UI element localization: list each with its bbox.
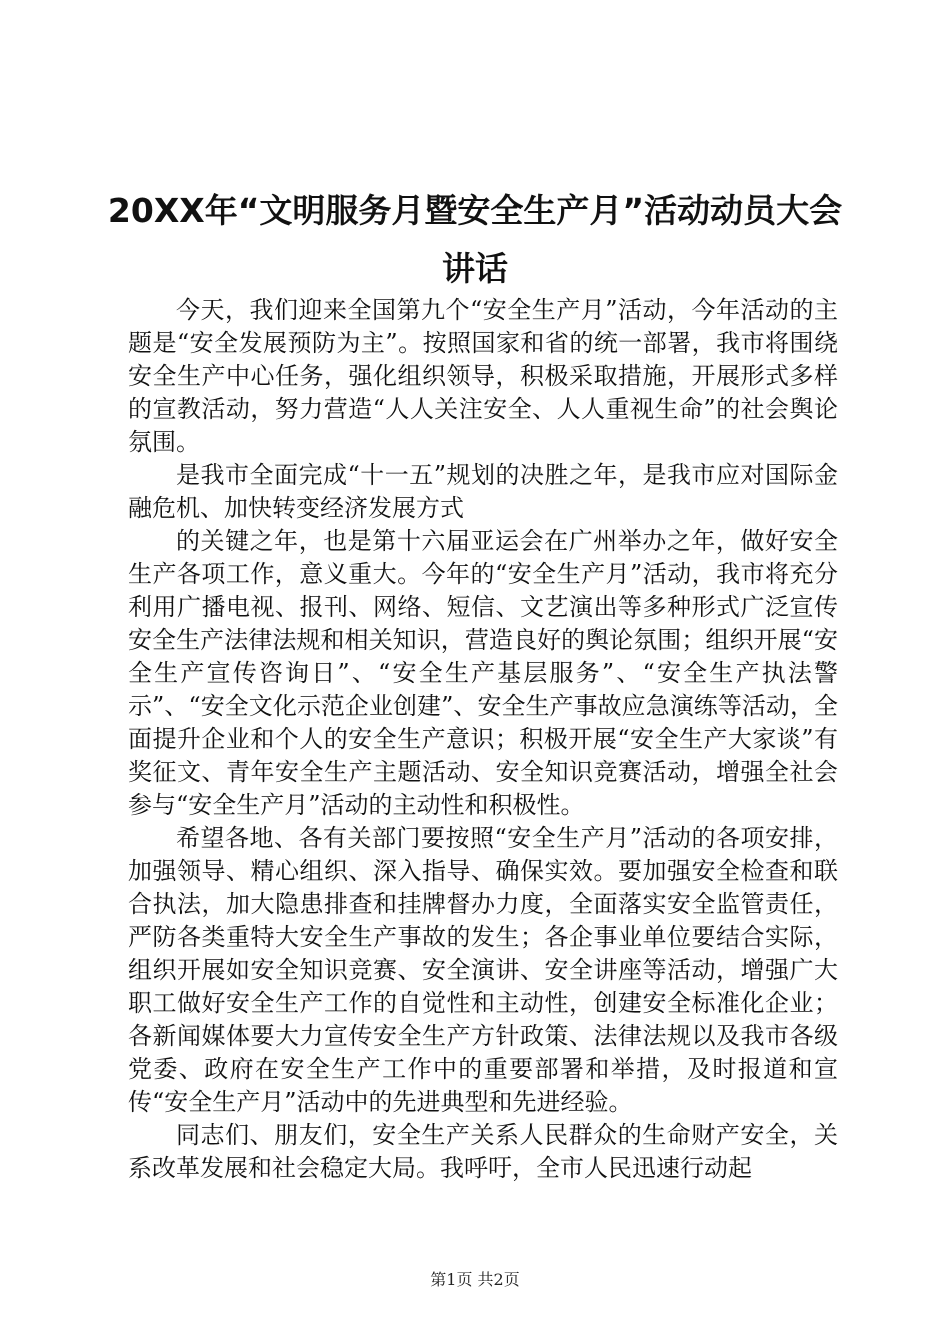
paragraph-5: 同志们、朋友们，安全生产关系人民群众的生命财产安全，关系改革发展和社会稳定大局。我呼吁，全市人民迅速行动起 [128, 1121, 838, 1182]
paragraph-3: 的关键之年，也是第十六届亚运会在广州举办之年，做好安全生产各项工作，意义重大。今年的“安全生产月”活动，我市将充分利用广播电视、报刊、网络、短信、文艺演出等多种形式广泛宣传安全生产法律法规和相关知识，营造良好的舆论氛围；组织开展“安全生产宣传咨询日”、“安全生产基层服务”、“安全生产执法警示”、“安全文化示范企业创建”、安全生产事故应急演练等活动，全面提升企业和个人的安全生产意识；积极开展“安全生产大家谈”有奖征文、青年安全生产主题活动、安全知识竞赛活动，增强全社会参与“安全生产月”活动的主动性和积极性。 [128, 527, 838, 819]
document-body [128, 294, 838, 1185]
paragraph-1: 今天，我们迎来全国第九个“安全生产月”活动，今年活动的主题是“安全发展预防为主”。按照国家和省的统一部署，我市将围绕安全生产中心任务，强化组织领导，积极采取措施，开展形式多样的宣教活动，努力营造“人人关注安全、人人重视生命”的社会舆论氛围。 [128, 296, 838, 456]
paragraph-4: 希望各地、各有关部门要按照“安全生产月”活动的各项安排，加强领导、精心组织、深入指导、确保实效。要加强安全检查和联合执法，加大隐患排查和挂牌督办力度，全面落实安全监管责任，严防各类重特大安全生产事故的发生；各企事业单位要结合实际，组织开展如安全知识竞赛、安全演讲、安全讲座等活动，增强广大职工做好安全生产工作的自觉性和主动性，创建安全标准化企业；各新闻媒体要大力宣传安全生产方针政策、法律法规以及我市各级党委、政府在安全生产工作中的重要部署和举措，及时报道和宣传“安全生产月”活动中的先进典型和先进经验。 [128, 824, 838, 1116]
document-title: 20XX年“文明服务月暨安全生产月”活动动员大会讲话 [107, 191, 843, 288]
page-footer: 第1页 共2页 [430, 1270, 520, 1289]
paragraph-2: 是我市全面完成“十一五”规划的决胜之年，是我市应对国际金融危机、加快转变经济发展方式 [128, 461, 838, 522]
